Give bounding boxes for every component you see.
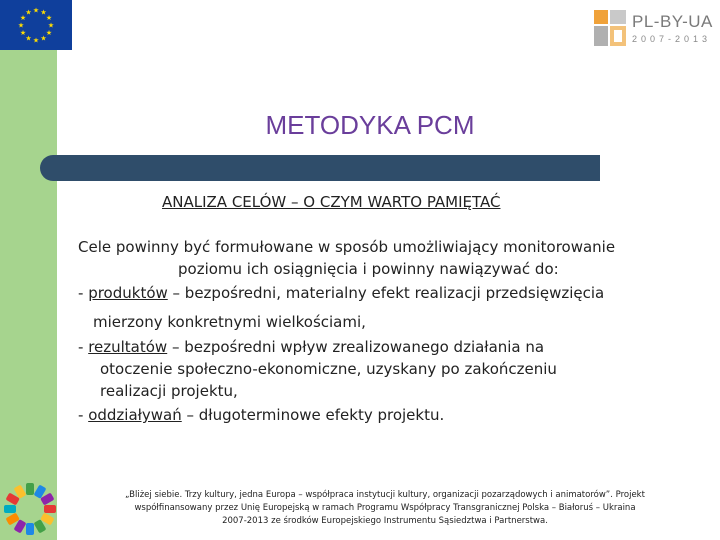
figure-shape [44,505,56,513]
eu-star-icon: ★ [25,35,32,43]
intro-line-1: Cele powinny być formułowane w sposób umożliwiający monitorowanie [78,238,616,256]
term-oddzialywan: oddziaływań [88,406,182,424]
list-dash: - [78,338,89,356]
eu-star-icon: ★ [40,35,47,43]
item-description: – długoterminowe efekty projektu. [181,406,445,424]
eu-star-icon: ★ [19,30,27,37]
list-item-rezultaty [78,336,544,358]
left-sidebar [0,0,57,540]
eu-flag-icon [0,0,72,50]
eu-star-icon: ★ [32,7,40,15]
list-item-oddzialywania [78,404,444,426]
footer-line-1: „Bliżej siebie. Trzy kultury, jedna Europa – współpraca instytucji kultury, organizacji pozarządowych i animatorów”. Projekt [125,490,645,500]
list-item-continuation: realizacji projektu, [100,382,238,400]
item-description: – bezpośredni, materialny efekt realizacji przedsięwzięcia [167,284,605,302]
eu-star-icon: ★ [40,9,47,17]
eu-star-icon: ★ [17,22,25,30]
eu-star-icon: ★ [45,30,53,37]
list-dash: - [78,406,89,424]
eu-star-icon: ★ [32,37,40,45]
footer-line-3: 2007-2013 ze środków Europejskiego Instrumentu Sąsiedztwa i Partnerstwa. [222,516,548,526]
list-item-continuation: mierzony konkretnymi wielkościami, [93,313,366,331]
intro-line-2: poziomu ich osiągnięcia i powinny nawiązywać do: [178,260,559,278]
list-dash: - [78,284,89,302]
term-rezultatow: rezultatów [88,338,168,356]
eu-star-icon: ★ [47,22,55,30]
slide-title: METODYKA PCM [265,110,475,140]
pl-by-ua-logo-icon [594,10,628,48]
ring-of-figures-logo-icon [2,480,58,538]
list-item-continuation: otoczenie społeczno-ekonomiczne, uzyskany po zakończeniu [100,360,557,378]
title-divider-bar [40,155,600,181]
partner-logo-years: 2007-2013 [632,34,712,44]
figure-shape [26,523,34,535]
term-produktow: produktów [88,284,168,302]
slide-subtitle: ANALIZA CELÓW – O CZYM WARTO PAMIĘTAĆ [162,193,501,211]
eu-star-icon: ★ [25,9,32,17]
partner-logo [590,8,715,52]
eu-star-icon: ★ [19,15,27,22]
footer-note [88,489,682,528]
figure-shape [26,483,34,495]
list-item-produkty [78,282,604,304]
footer-line-2: współfinansowany przez Unię Europejską w ramach Programu Współpracy Transgranicznej Polska – Białoruś – Ukraina [134,503,636,513]
figure-shape [4,505,16,513]
partner-logo-text: PL-BY-UA [632,12,713,31]
item-description: – bezpośredni wpływ zrealizowanego działania na [167,338,545,356]
eu-star-icon: ★ [45,15,53,22]
